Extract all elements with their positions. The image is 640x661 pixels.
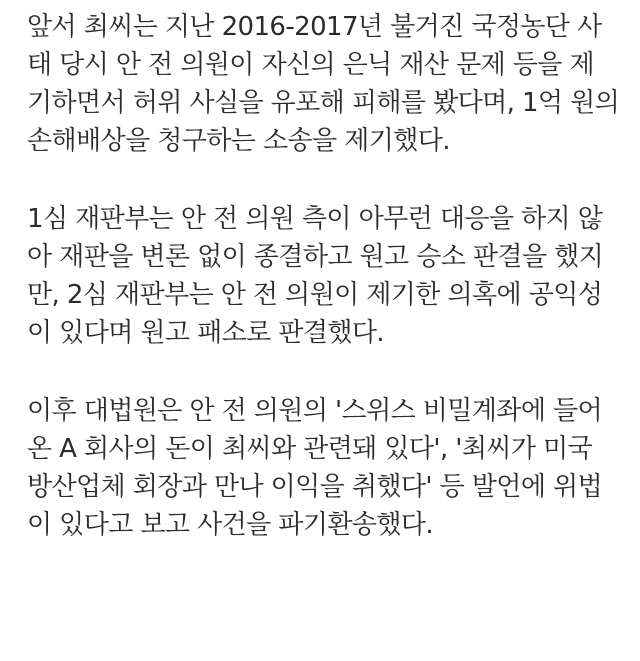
- article-body: [27, 8, 627, 544]
- paragraph-2: [27, 200, 627, 352]
- paragraph-spacer: [27, 160, 627, 200]
- text-line: 1심 재판부는 안 전 의원 측이 아무런 대응을 하지 않: [27, 204, 603, 234]
- paragraph-1: [27, 8, 627, 160]
- text-line: 기하면서 허위 사실을 유포해 피해를 봤다며, 1억 원의: [27, 88, 620, 118]
- text-line: 방산업체 회장과 만나 이익을 취했다' 등 발언에 위법: [27, 472, 603, 502]
- text-line: 손해배상을 청구하는 소송을 제기했다.: [27, 126, 450, 156]
- text-line: 이 있다고 보고 사건을 파기환송했다.: [27, 510, 434, 540]
- paragraph-3: [27, 392, 627, 544]
- paragraph-spacer: [27, 352, 627, 392]
- text-line: 온 A 회사의 돈이 최씨와 관련돼 있다', '최씨가 미국: [27, 434, 593, 464]
- text-line: 이후 대법원은 안 전 의원의 '스위스 비밀계좌에 들어: [27, 396, 603, 426]
- text-line: 만, 2심 재판부는 안 전 의원이 제기한 의혹에 공익성: [27, 280, 603, 310]
- text-line: 아 재판을 변론 없이 종결하고 원고 승소 판결을 했지: [27, 242, 604, 272]
- text-line: 태 당시 안 전 의원이 자신의 은닉 재산 문제 등을 제: [27, 50, 594, 80]
- text-line: 앞서 최씨는 지난 2016-2017년 불거진 국정농단 사: [27, 12, 602, 42]
- text-line: 이 있다며 원고 패소로 판결했다.: [27, 318, 385, 348]
